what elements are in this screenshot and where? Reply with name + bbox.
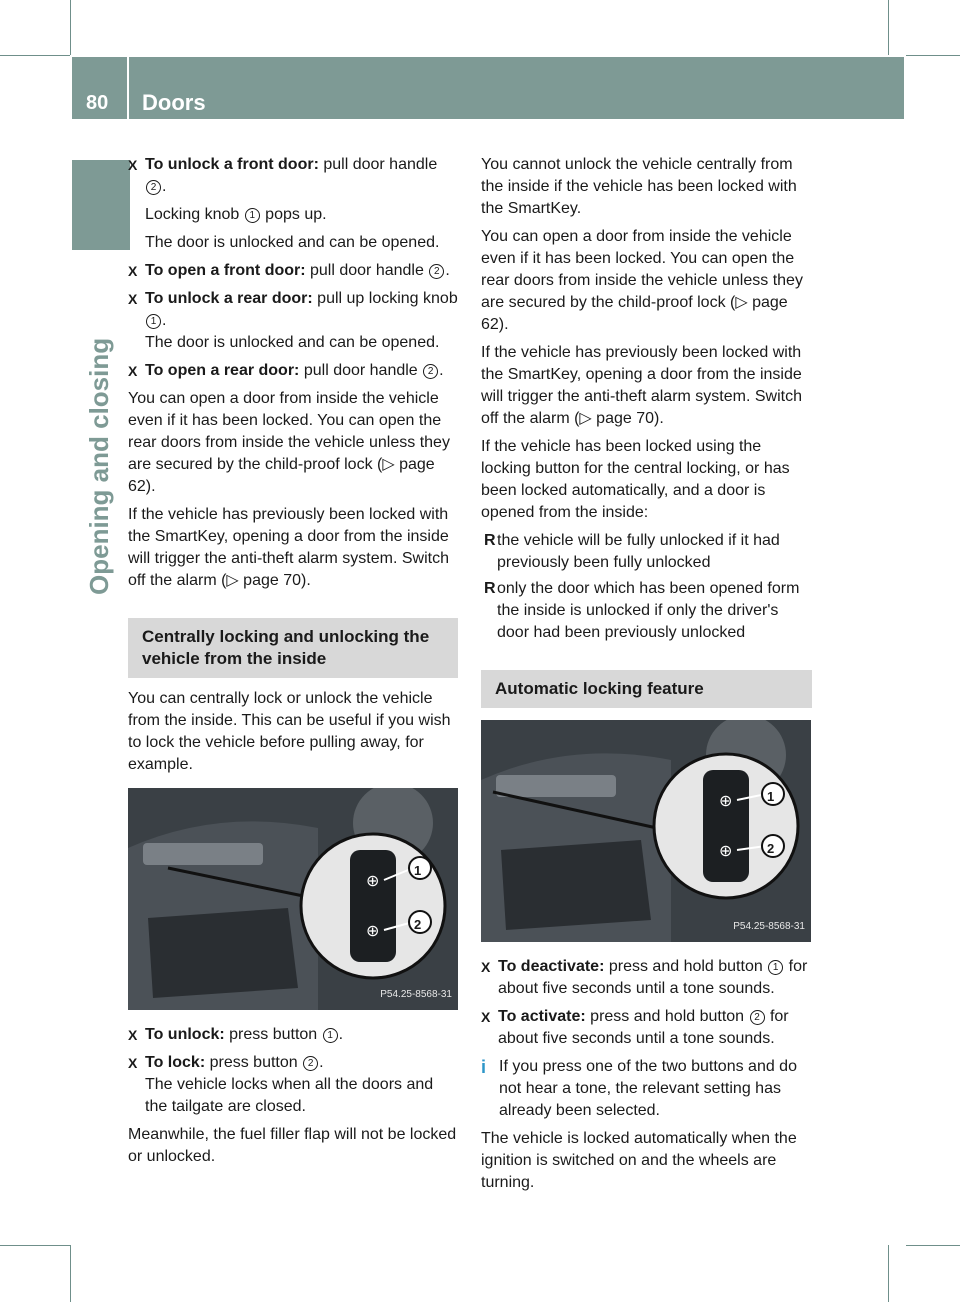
step-unlock-front: X To unlock a front door: pull door handle 2 . Locking knob 1 pops up. The door is unlocked and can be opened. (128, 156, 440, 251)
subheading-central-locking: Centrally locking and unlocking the vehicle from the inside (128, 618, 458, 678)
callout-2-icon: 2 (750, 1010, 765, 1025)
chapter-label: Opening and closing (84, 337, 114, 595)
step-arrow-icon: X (128, 363, 138, 379)
step-open-front: X To open a front door: pull door handle 2 . (128, 260, 458, 282)
step-arrow-icon: X (128, 157, 138, 173)
callout-2-icon: 2 (429, 264, 444, 279)
automatic-locking-buttons-figure (481, 720, 811, 942)
subheading-automatic-locking: Automatic locking feature (481, 670, 812, 708)
bullet-icon: R (484, 532, 496, 549)
callout-1-icon: 1 (323, 1028, 338, 1043)
figure-code: P54.25-8568-31 (733, 921, 805, 932)
bullet-item: R only the door which has been opened form the inside is unlocked if only the driver's door had been previously unlocked (484, 580, 800, 641)
paragraph: You cannot unlock the vehicle centrally from the inside if the vehicle has been locked with the SmartKey. (481, 156, 797, 217)
callout-1-icon: 1 (768, 960, 783, 975)
callout-2-icon: 2 (423, 364, 438, 379)
chapter-tab (72, 160, 130, 250)
info-note: i If you press one of the two buttons and do not hear a tone, the relevant setting has already been selected. (481, 1057, 797, 1119)
left-column (128, 154, 458, 1174)
callout-1-icon: 1 (146, 314, 161, 329)
figure-code: P54.25-8568-31 (380, 989, 452, 1000)
section-title: Doors (142, 90, 206, 115)
paragraph: You can open a door from inside the vehicle even if it has been locked. You can open the rear doors from inside the vehicle unless they are secured by the child-proof lock (▷ page 62). (481, 228, 803, 333)
step-lock: X To lock: press button 2 . The vehicle locks when all the doors and the tailgate are closed. (128, 1054, 434, 1115)
step-unlock-rear: X To unlock a rear door: pull up locking knob 1 . The door is unlocked and can be opened. (128, 290, 458, 351)
info-icon: i (481, 1057, 487, 1077)
paragraph: If the vehicle has been locked using the locking button for the central locking, or has been locked automatically, and a door is opened from the inside: (481, 438, 790, 521)
svg-text:⊕: ⊕ (719, 791, 733, 810)
step-open-rear: X To open a rear door: pull door handle 2 . (128, 360, 458, 382)
bullet-icon: R (484, 580, 496, 597)
callout-2-icon: 2 (146, 180, 161, 195)
paragraph: The vehicle is locked automatically when the ignition is switched on and the wheels are turning. (481, 1130, 797, 1191)
step-arrow-icon: X (128, 263, 138, 279)
step-deactivate: X To deactivate: press and hold button 1 for about five seconds until a tone sounds. (481, 958, 808, 997)
step-activate: X To activate: press and hold button 2 for about five seconds until a tone sounds. (481, 1008, 789, 1047)
page-number: 80 (86, 92, 109, 114)
svg-text:⊕: ⊕ (366, 871, 380, 890)
header-divider (127, 57, 129, 119)
bullet-item: R the vehicle will be fully unlocked if it had previously been fully unlocked (484, 532, 780, 571)
callout-2-icon: 2 (303, 1056, 318, 1071)
callout-2-label: 2 (414, 917, 422, 932)
step-arrow-icon: X (128, 1055, 138, 1071)
paragraph: You can open a door from inside the vehicle even if it has been locked. You can open the rear doors from inside the vehicle unless they are secured by the child-proof lock (▷ page 62). (128, 390, 450, 495)
svg-text:⊕: ⊕ (719, 841, 733, 860)
callout-1-icon: 1 (245, 208, 260, 223)
central-locking-buttons-figure (128, 788, 458, 1010)
step-arrow-icon: X (128, 291, 138, 307)
door-panel-illustration (128, 788, 458, 1010)
callout-1-label: 1 (414, 863, 422, 878)
step-arrow-icon: X (481, 1009, 491, 1025)
paragraph: If the vehicle has previously been locked with the SmartKey, opening a door from the inside will trigger the anti-theft alarm system. Switch off the alarm (▷ page 70). (481, 344, 802, 427)
paragraph: You can centrally lock or unlock the vehicle from the inside. This can be useful if you wish to lock the vehicle before pulling away, for example. (128, 690, 451, 773)
step-arrow-icon: X (481, 959, 491, 975)
paragraph: Meanwhile, the fuel filler flap will not be locked or unlocked. (128, 1126, 457, 1165)
right-column (481, 154, 812, 1200)
callout-1-label: 1 (767, 789, 775, 804)
paragraph: If the vehicle has previously been locked with the SmartKey, opening a door from the inside will trigger the anti-theft alarm system. Switch off the alarm (▷ page 70). (128, 506, 449, 589)
step-unlock: X To unlock: press button 1 . (128, 1024, 458, 1046)
step-arrow-icon: X (128, 1027, 138, 1043)
svg-text:⊕: ⊕ (366, 921, 380, 940)
callout-2-label: 2 (767, 841, 775, 856)
door-panel-illustration (481, 720, 811, 942)
